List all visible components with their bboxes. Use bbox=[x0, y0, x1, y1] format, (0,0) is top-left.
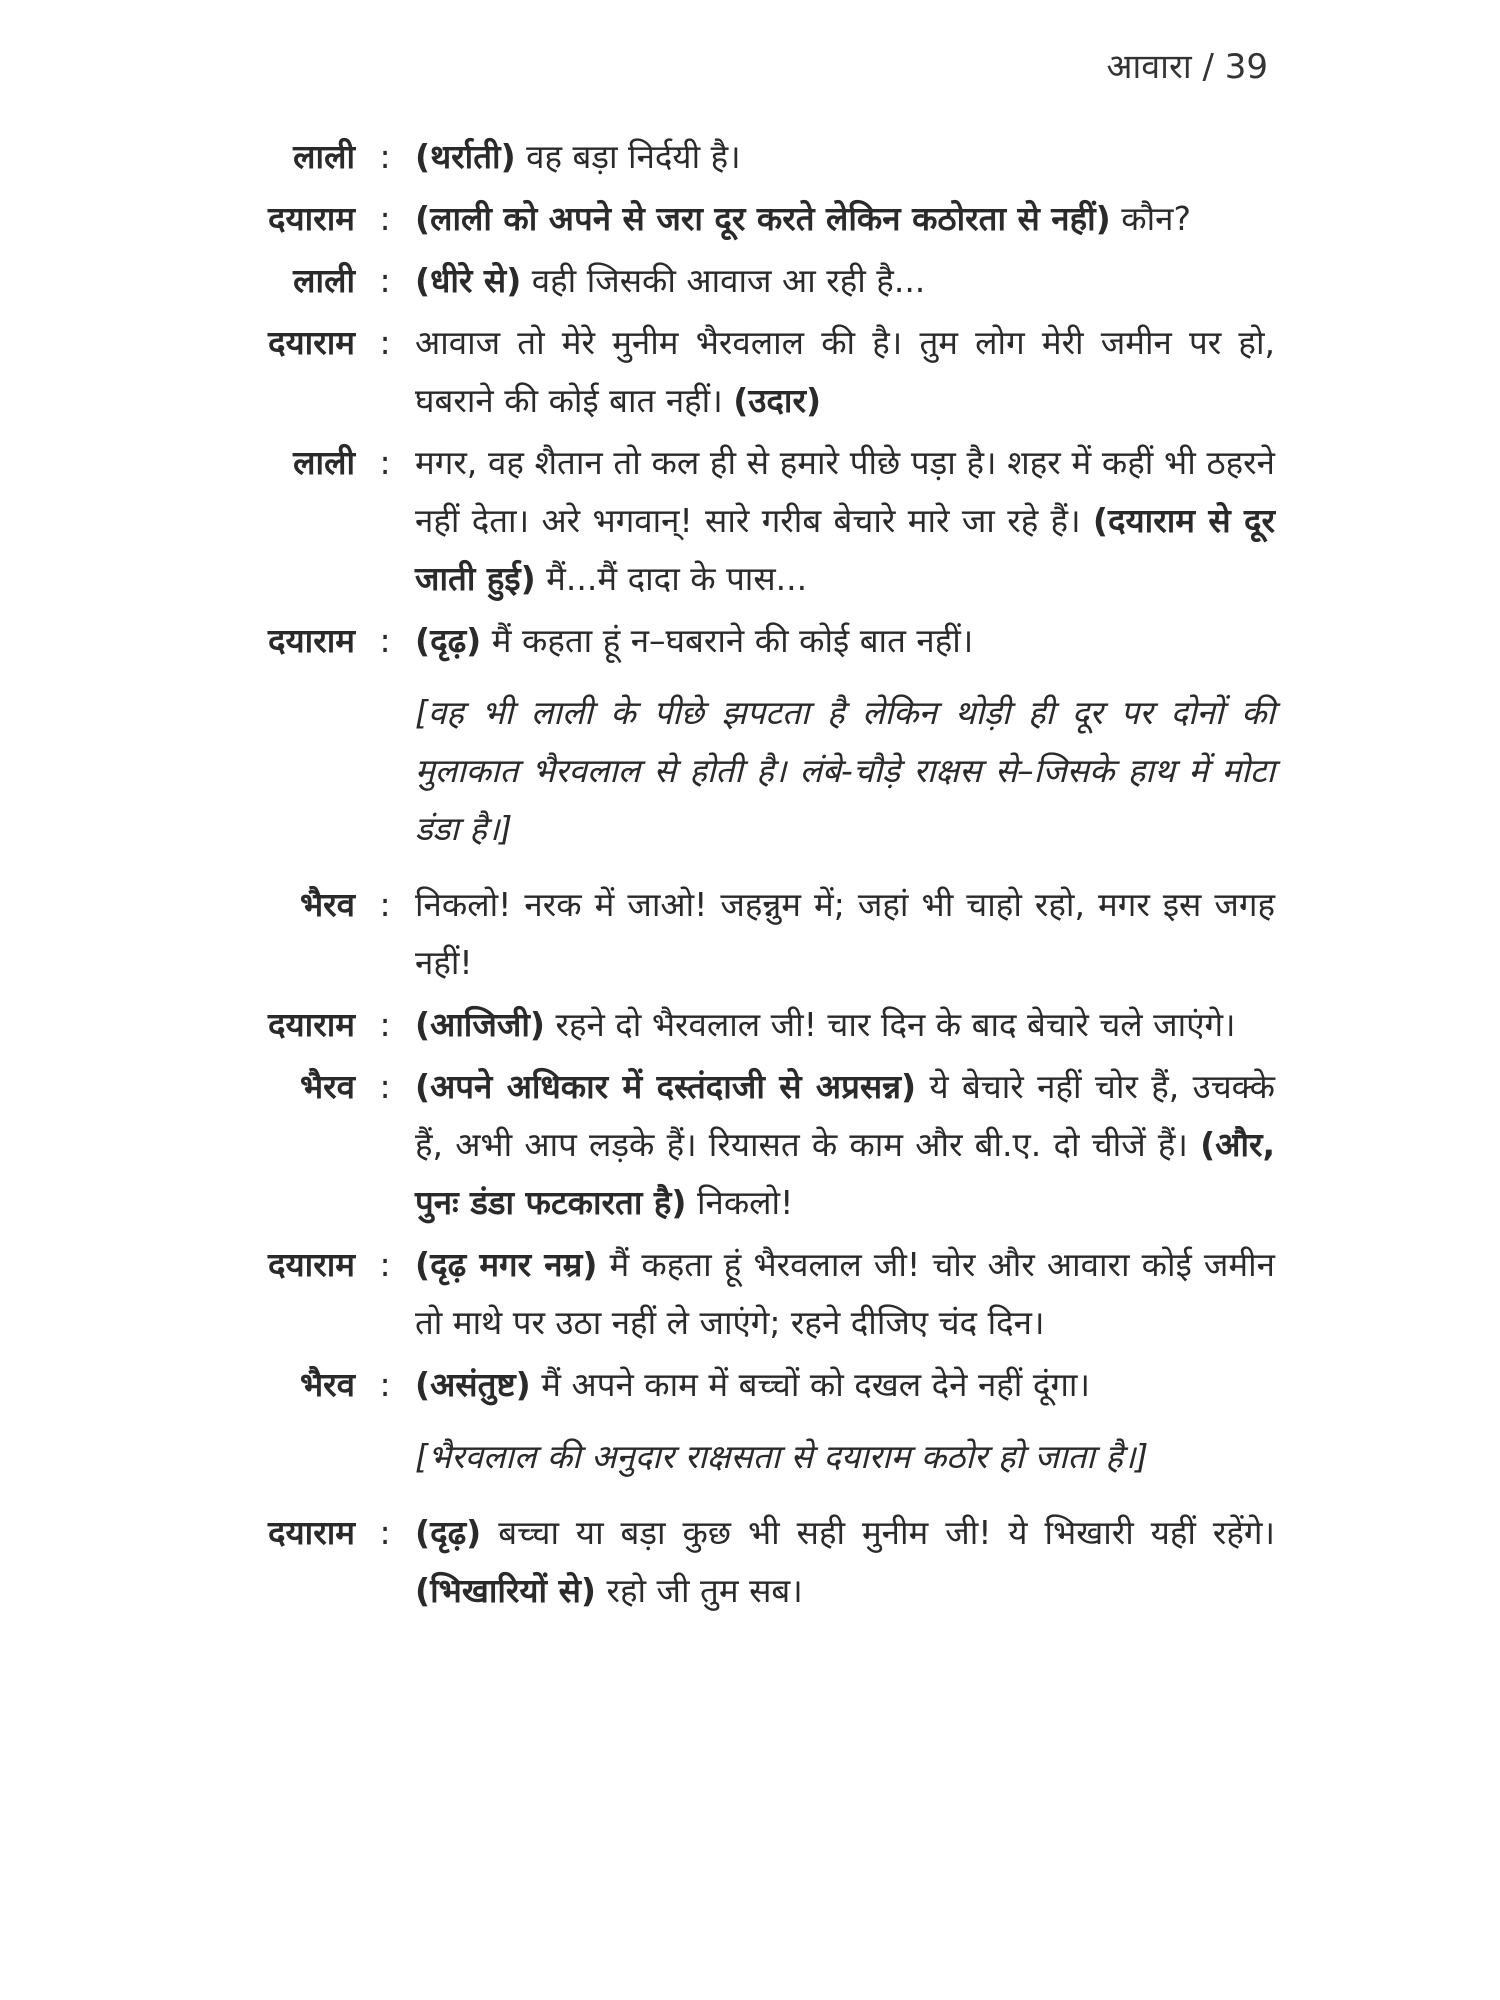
speech-text bbox=[415, 1504, 1275, 1620]
speech-segment: वही जिसकी आवाज आ रही है... bbox=[521, 261, 926, 300]
speaker-name: भैरव bbox=[299, 1067, 355, 1106]
stage-cue: (असंतुष्ट) bbox=[415, 1365, 531, 1404]
stage-cue: (दृढ़) bbox=[415, 621, 482, 660]
stage-cue: (आजिजी) bbox=[415, 1005, 545, 1044]
speech-text bbox=[415, 314, 1275, 430]
speaker-colon: : bbox=[379, 1005, 391, 1044]
speaker-colon: : bbox=[379, 1513, 391, 1552]
speech-segment: मगर, वह शैतान तो कल ही से हमारे पीछे पड़ा है। शहर में कहीं भी ठहरने नहीं देता। अरे भगवान्! सारे गरीब बेचारे मारे जा रहे हैं। bbox=[415, 443, 1275, 540]
speaker-name: दयाराम bbox=[268, 323, 355, 362]
stage-cue: (लाली को अपने से जरा दूर करते लेकिन कठोरता से नहीं) bbox=[415, 199, 1111, 238]
speaker-name: लाली bbox=[293, 261, 355, 300]
speech-text bbox=[415, 1058, 1275, 1232]
speech-segment: निकलो! bbox=[686, 1183, 794, 1222]
stage-cue: (थर्राती) bbox=[415, 137, 516, 176]
speaker-colon: : bbox=[379, 137, 391, 176]
speech-segment: वह बड़ा निर्दयी है। bbox=[515, 137, 741, 176]
stage-cue: (अपने अधिकार में दस्तंदाजी से अप्रसन्न) bbox=[415, 1067, 917, 1106]
dialogue-line bbox=[215, 612, 1275, 670]
speech-segment: मैं...मैं दादा के पास... bbox=[535, 559, 808, 598]
speech-segment: रहो जी तुम सब। bbox=[595, 1571, 803, 1610]
dialogue-line bbox=[215, 1236, 1275, 1352]
speech-text bbox=[415, 996, 1275, 1054]
play-page bbox=[215, 128, 1275, 1624]
speaker-name: दयाराम bbox=[268, 1513, 355, 1552]
stage-direction-1: [वह भी लाली के पीछे झपटता है लेकिन थोड़ी ही दूर पर दोनों की मुलाकात भैरवलाल से होती है। लंबे-चौड़े राक्षस से–जिसके हाथ में मोटा डंडा है।] bbox=[415, 693, 1275, 848]
speech-segment: कौन? bbox=[1110, 199, 1191, 238]
speech-text bbox=[415, 128, 1275, 186]
speaker-name: भैरव bbox=[299, 885, 355, 924]
dialogue-line bbox=[215, 128, 1275, 186]
speaker-colon: : bbox=[379, 323, 391, 362]
dialogue-line bbox=[215, 434, 1275, 608]
speech-segment: मैं अपने काम में बच्चों को दखल देने नहीं दूंगा। bbox=[530, 1365, 1090, 1404]
speech-text bbox=[415, 252, 1275, 310]
speaker-name: लाली bbox=[293, 137, 355, 176]
speech-segment: मैं कहता हूं न–घबराने की कोई बात नहीं। bbox=[481, 621, 974, 660]
speaker-name: दयाराम bbox=[268, 621, 355, 660]
speaker-name: दयाराम bbox=[268, 1005, 355, 1044]
speech-text bbox=[415, 876, 1275, 992]
dialogue-line bbox=[215, 996, 1275, 1054]
stage-cue: (दृढ़) bbox=[415, 1513, 482, 1552]
speaker-colon: : bbox=[379, 1365, 391, 1404]
speaker-colon: : bbox=[379, 1245, 391, 1284]
speech-segment: ये बेचारे नहीं चोर हैं, उचक्के हैं, अभी आप लड़के हैं। रियासत के काम और बी.ए. दो चीजें हैं। bbox=[415, 1067, 1275, 1164]
speaker-colon: : bbox=[379, 1067, 391, 1106]
running-head: आवारा / 39 bbox=[1106, 47, 1268, 87]
speech-text bbox=[415, 1356, 1275, 1414]
dialogue-line bbox=[215, 1504, 1275, 1620]
dialogue-line bbox=[215, 252, 1275, 310]
speaker-colon: : bbox=[379, 199, 391, 238]
speech-segment: रहने दो भैरवलाल जी! चार दिन के बाद बेचारे चले जाएंगे। bbox=[544, 1005, 1236, 1044]
stage-cue: (दयाराम से दूर जाती हुई) bbox=[415, 501, 1275, 598]
dialogue-block-1 bbox=[215, 128, 1275, 670]
speech-text bbox=[415, 434, 1275, 608]
speech-text bbox=[415, 612, 1275, 670]
speaker-colon: : bbox=[379, 621, 391, 660]
speech-text bbox=[415, 1236, 1275, 1352]
dialogue-line bbox=[215, 314, 1275, 430]
stage-cue: (दृढ़ मगर नम्र) bbox=[415, 1245, 598, 1284]
dialogue-line bbox=[215, 1058, 1275, 1232]
stage-cue: (धीरे से) bbox=[415, 261, 522, 300]
stage-cue: (उदार) bbox=[733, 381, 822, 420]
stage-cue: (भिखारियों से) bbox=[415, 1571, 596, 1610]
speaker-colon: : bbox=[379, 885, 391, 924]
speaker-colon: : bbox=[379, 261, 391, 300]
dialogue-line bbox=[215, 190, 1275, 248]
speech-segment: मैं कहता हूं भैरवलाल जी! चोर और आवारा कोई जमीन तो माथे पर उठा नहीं ले जाएंगे; रहने दीजिए चंद दिन। bbox=[415, 1245, 1275, 1342]
speech-text bbox=[415, 190, 1275, 248]
speaker-name: भैरव bbox=[299, 1365, 355, 1404]
dialogue-line bbox=[215, 1356, 1275, 1414]
dialogue-block-2 bbox=[215, 876, 1275, 1414]
stage-cue: (और, पुनः डंडा फटकारता है) bbox=[415, 1125, 1275, 1222]
speech-segment: बच्चा या बड़ा कुछ भी सही मुनीम जी! ये भिखारी यहीं रहेंगे। bbox=[481, 1513, 1275, 1552]
speaker-name: दयाराम bbox=[268, 1245, 355, 1284]
dialogue-line bbox=[215, 876, 1275, 992]
speaker-name: लाली bbox=[293, 443, 355, 482]
speaker-name: दयाराम bbox=[268, 199, 355, 238]
speaker-colon: : bbox=[379, 443, 391, 482]
stage-direction-2: [भैरवलाल की अनुदार राक्षसता से दयाराम कठोर हो जाता है।] bbox=[415, 1437, 1149, 1476]
dialogue-block-3 bbox=[215, 1504, 1275, 1620]
speech-segment: आवाज तो मेरे मुनीम भैरवलाल की है। तुम लोग मेरी जमीन पर हो, घबराने की कोई बात नहीं। bbox=[415, 323, 1275, 420]
speech-segment: निकलो! नरक में जाओ! जहन्नुम में; जहां भी चाहो रहो, मगर इस जगह नहीं! bbox=[415, 885, 1275, 982]
